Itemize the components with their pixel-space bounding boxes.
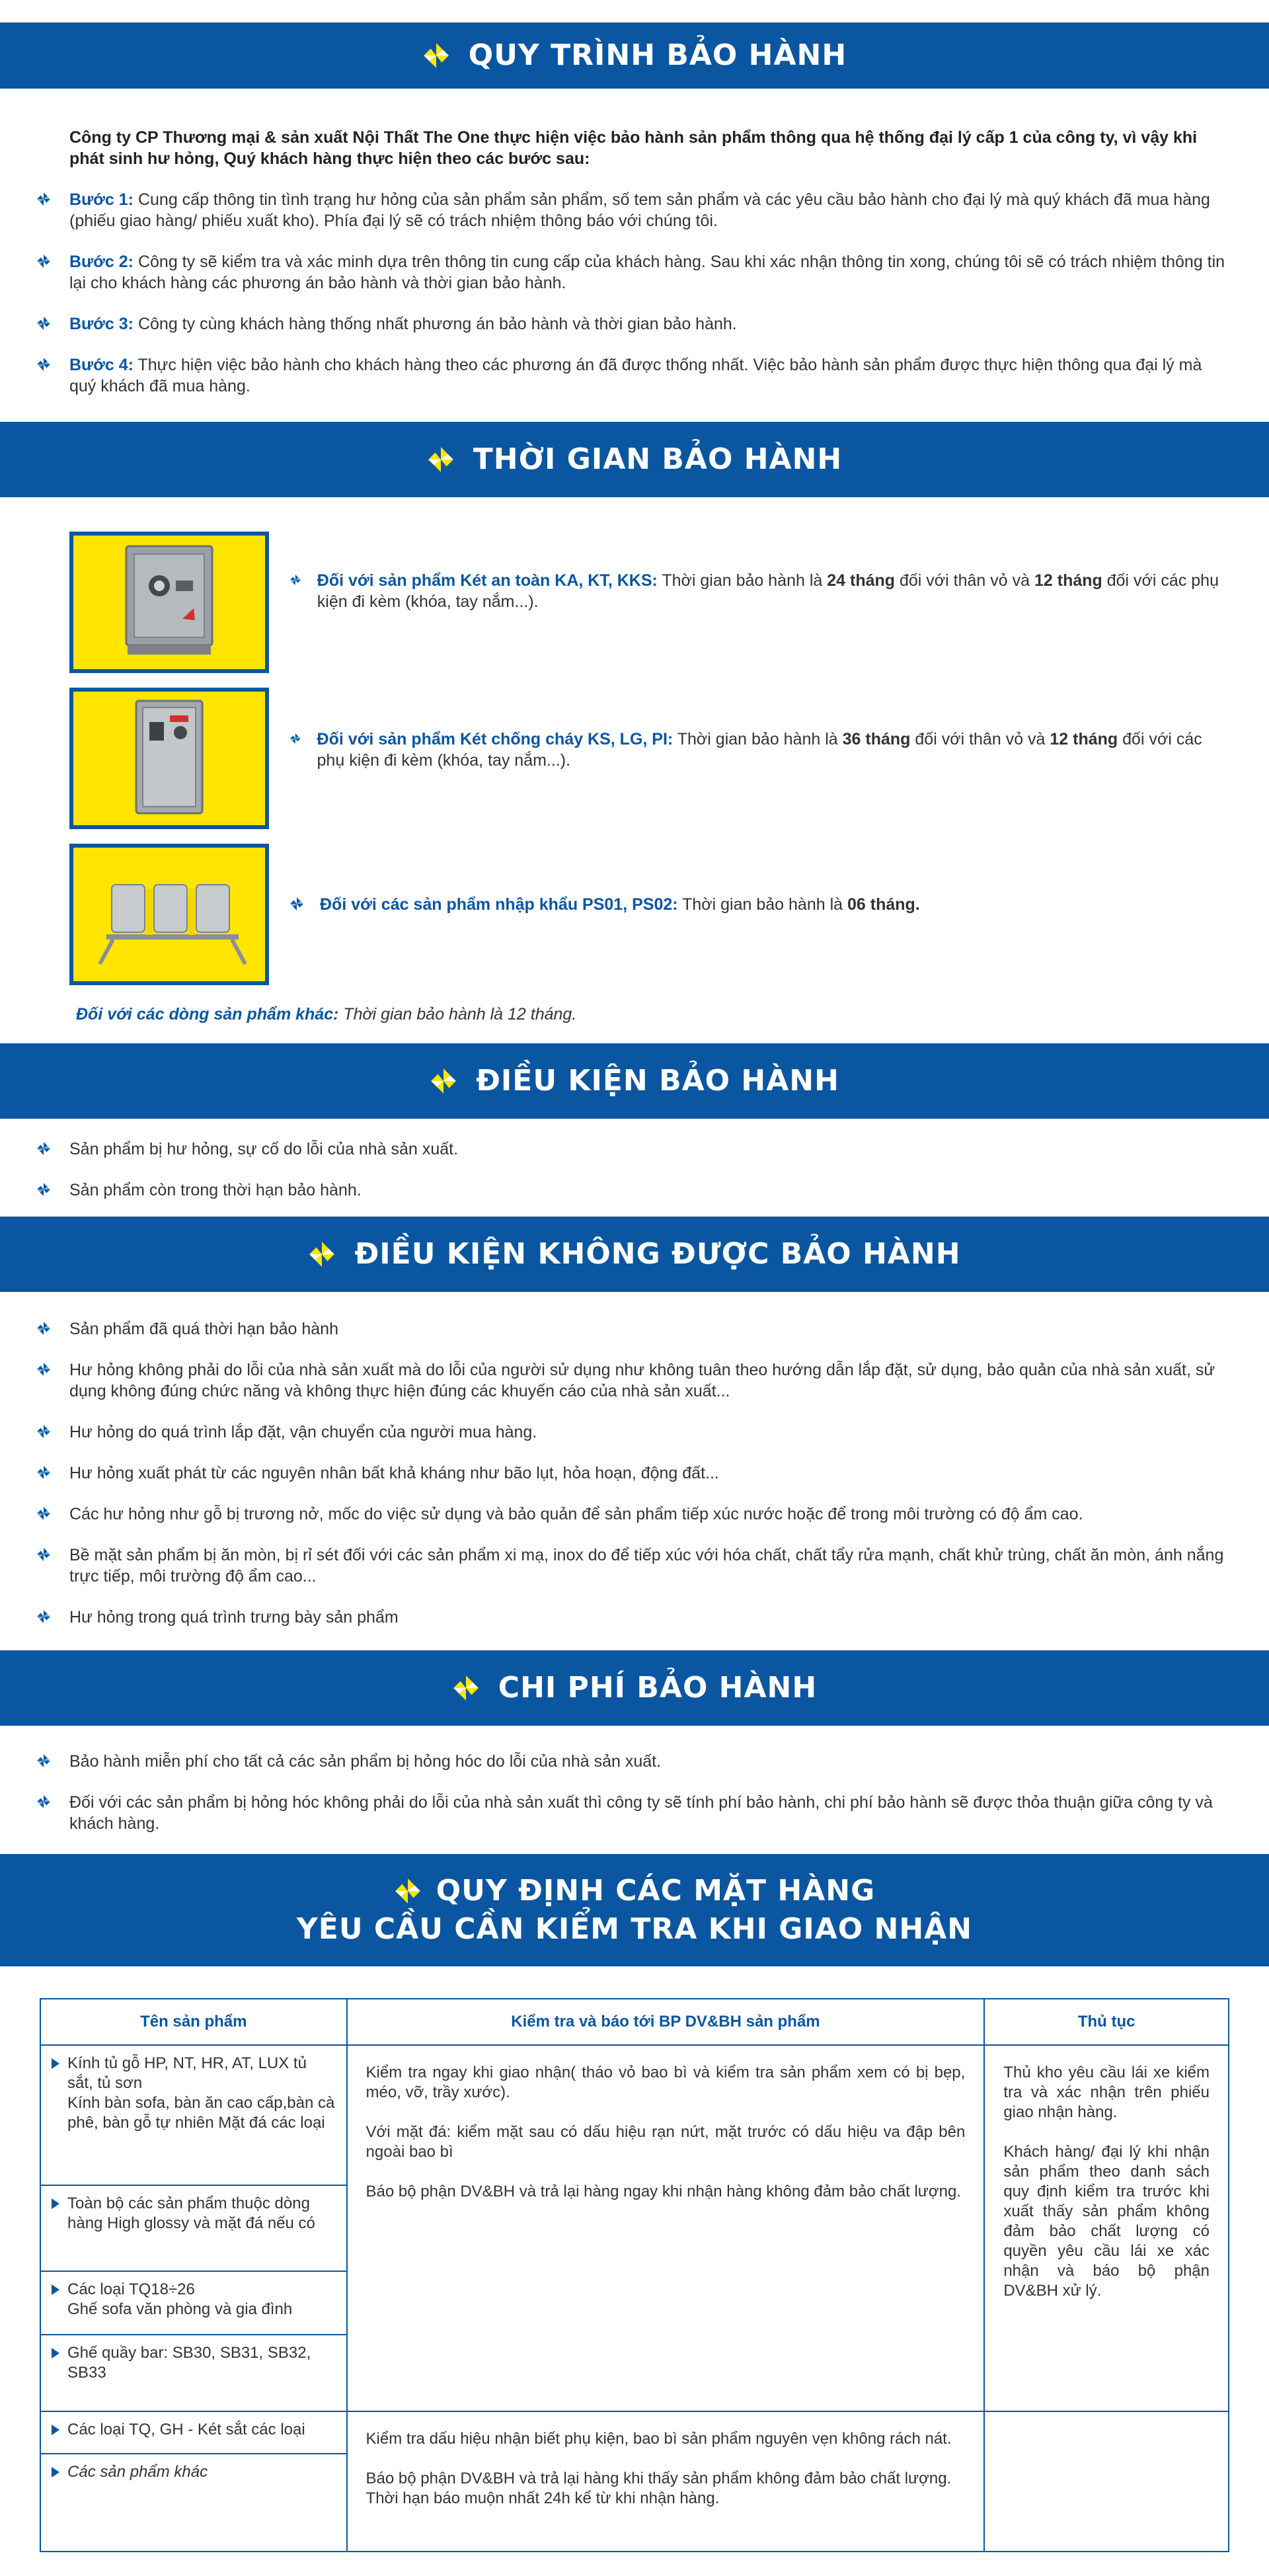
- list-item: Hư hỏng không phải do lỗi của nhà sản xuất mà do lỗi của người sử dụng như không tuân theo hướng dẫn lắp đặt, sử dụng, bảo quản của nhà sản xuất, sử dụng không đúng chức năng và không thực hiện đúng các khuyến cáo của nhà sản xuất...: [36, 1359, 1233, 1402]
- pinwheel-bullet-icon: [289, 897, 304, 911]
- pinwheel-icon: [308, 1240, 336, 1268]
- section-header-rules: [0, 1854, 1269, 1966]
- pinwheel-bullet-icon: [36, 1424, 51, 1439]
- section-title: THỜI GIAN BẢO HÀNH: [473, 442, 843, 476]
- list-item: Bề mặt sản phẩm bị ăn mòn, bị rỉ sét đối với các sản phẩm xi mạ, inox do để tiếp xúc với hóa chất, chất tẩy rửa mạnh, chất khử trùng, chất ăn mòn, ánh nắng trực tiếp, môi trường độ ẩm cao...: [36, 1545, 1233, 1587]
- product-item: Kính tủ gỗ HP, NT, HR, AT, LUX tủ sắt, tủ sơn Kính bàn sofa, bàn ăn cao cấp,bàn cà phê, bàn gỗ tự nhiên Mặt đá các loại: [41, 2046, 346, 2186]
- warranty-period-item: Đối với các sản phẩm nhập khẩu PS01, PS02: Thời gian bảo hành là 06 tháng.: [289, 894, 1228, 915]
- list-item: Đối với các sản phẩm bị hỏng hóc không phải do lỗi của nhà sản xuất thì công ty sẽ tính phí bảo hành, chi phí bảo hành sẽ được thỏa thuận giữa công ty và khách hàng.: [36, 1792, 1233, 1834]
- section-title: QUY TRÌNH BẢO HÀNH: [468, 38, 847, 72]
- process-step: Bước 4: Thực hiện việc bảo hành cho khách hàng theo các phương án đã được thống nhất. Việc bảo hành sản phẩm được thực hiện thông qua đại lý mà quý khách đã mua hàng.: [36, 354, 1233, 397]
- list-item: Sản phẩm còn trong thời hạn bảo hành.: [36, 1180, 1233, 1201]
- pinwheel-bullet-icon: [36, 1753, 51, 1768]
- procedure-cell: Thủ kho yêu cầu lái xe kiểm tra và xác nhận trên phiếu giao nhận hàng. Khách hàng/ đại lý khi nhận sản phẩm theo danh sách quy định kiểm tra trước khi xuất thấy sản phẩm không đảm bảo chất lượng có quyền yêu cầu lái xe xác nhận và báo bộ phận DV&BH xử lý.: [984, 2045, 1229, 2411]
- table-header-row: [40, 1999, 1229, 2045]
- check-instructions: Kiểm tra dấu hiệu nhận biết phụ kiện, bao bì sản phẩm nguyên vẹn không rách nát. Báo bộ phận DV&BH và trả lại hàng khi thấy sản phẩm không đảm bảo chất lượng. Thời hạn báo muộn nhất 24h kể từ khi nhận hàng.: [347, 2411, 985, 2552]
- pinwheel-icon: [394, 1877, 422, 1905]
- list-item: Hư hỏng xuất phát từ các nguyên nhân bất khả kháng như bão lụt, hỏa hoạn, động đất...: [36, 1463, 1233, 1484]
- triangle-bullet-icon: [52, 2058, 59, 2069]
- list-item: Sản phẩm bị hư hỏng, sự cố do lỗi của nhà sản xuất.: [36, 1139, 1233, 1160]
- process-step: Bước 3: Công ty cùng khách hàng thống nhất phương án bảo hành và thời gian bảo hành.: [36, 313, 1233, 335]
- procedure-cell-empty: [984, 2411, 1229, 2552]
- process-intro: Công ty CP Thương mại & sản xuất Nội Thất The One thực hiện việc bảo hành sản phẩm thông qua hệ thống đại lý cấp 1 của công ty, vì vậy khi phát sinh hư hỏng, Quý khách hàng thực hiện theo các bước sau:: [69, 128, 1198, 168]
- pinwheel-bullet-icon: [36, 1321, 51, 1336]
- pinwheel-bullet-icon: [36, 1182, 51, 1197]
- pinwheel-bullet-icon: [36, 1465, 51, 1480]
- inspection-table: [40, 1998, 1229, 2552]
- section-header-not-covered: [0, 1217, 1269, 1292]
- pinwheel-bullet-icon: [36, 1141, 51, 1156]
- list-item: Hư hỏng trong quá trình trưng bày sản phẩm: [36, 1607, 1233, 1628]
- pinwheel-bullet-icon: [36, 192, 51, 206]
- warranty-period-item: Đối với sản phẩm Két chống cháy KS, LG, PI: Thời gian bảo hành là 36 tháng đối với thân vỏ và 12 tháng đối với các phụ kiện đi kèm (khóa, tay nắm...).: [289, 729, 1228, 771]
- list-item: Bảo hành miễn phí cho tất cả các sản phẩm bị hỏng hóc do lỗi của nhà sản xuất.: [36, 1751, 1233, 1772]
- list-item: Hư hỏng do quá trình lắp đặt, vận chuyển của người mua hàng.: [36, 1422, 1233, 1443]
- product-item: Toàn bộ các sản phẩm thuộc dòng hàng High glossy và mặt đá nếu có: [41, 2186, 346, 2272]
- warranty-period-item: Đối với sản phẩm Két an toàn KA, KT, KKS: Thời gian bảo hành là 24 tháng đối với thân vỏ và 12 tháng đối với các phụ kiện đi kèm (khóa, tay nắm...).: [289, 570, 1228, 612]
- check-instructions: Kiểm tra ngay khi giao nhận( tháo vỏ bao bì và kiểm tra sản phẩm xem có bị bẹp, méo, vỡ, trầy xước). Với mặt đá: kiểm mặt sau có dấu hiệu rạn nứt, mặt trước có dấu hiệu va đập bên ngoài bao bì Báo bộ phận DV&BH và trả lại hàng ngay khi nhận hàng không đảm bảo chất lượng.: [347, 2045, 985, 2411]
- product-image-airport-chair: [69, 844, 269, 985]
- pinwheel-bullet-icon: [289, 573, 301, 587]
- pinwheel-bullet-icon: [36, 254, 51, 268]
- section-title: CHI PHÍ BẢO HÀNH: [498, 1671, 818, 1705]
- pinwheel-bullet-icon: [36, 1506, 51, 1521]
- pinwheel-bullet-icon: [36, 316, 51, 331]
- pinwheel-icon: [430, 1067, 457, 1095]
- section-title: ĐIỀU KIỆN BẢO HÀNH: [476, 1064, 839, 1098]
- product-item: Các loại TQ, GH - Két sắt các loại: [41, 2412, 346, 2454]
- pinwheel-bullet-icon: [36, 1547, 51, 1562]
- column-header: Thủ tục: [984, 1999, 1229, 2045]
- other-products-note: Đối với các dòng sản phẩm khác: Thời gian bảo hành là 12 tháng.: [76, 1005, 577, 1024]
- section-header-period: [0, 422, 1269, 497]
- pinwheel-bullet-icon: [36, 1609, 51, 1624]
- section-header-cost: [0, 1650, 1269, 1726]
- product-item: Các sản phẩm khác: [41, 2454, 346, 2490]
- product-image-fireproof-safe: [69, 688, 269, 829]
- list-item: Sản phẩm đã quá thời hạn bảo hành: [36, 1318, 1233, 1340]
- pinwheel-bullet-icon: [36, 1794, 51, 1809]
- airport-chair-image: [87, 858, 252, 971]
- section-title-line1: QUY ĐỊNH CÁC MẶT HÀNG: [436, 1874, 876, 1908]
- list-item: Các hư hỏng như gỗ bị trương nở, mốc do việc sử dụng và bảo quản để sản phẩm tiếp xúc nước hoặc để trong môi trường có độ ẩm cao.: [36, 1504, 1233, 1525]
- section-header-conditions: [0, 1043, 1269, 1119]
- section-title-line2: YÊU CẦU CẦN KIỂM TRA KHI GIAO NHẬN: [296, 1912, 973, 1946]
- triangle-bullet-icon: [52, 2198, 59, 2209]
- process-step: Bước 2: Công ty sẽ kiểm tra và xác minh dựa trên thông tin cung cấp của khách hàng. Sau khi xác nhận thông tin xong, chúng tôi sẽ có trách nhiệm thông tin lại cho khách hàng các phương án bảo hành và thời gian bảo hành.: [36, 251, 1233, 294]
- pinwheel-bullet-icon: [36, 1362, 51, 1377]
- pinwheel-icon: [422, 42, 450, 69]
- triangle-bullet-icon: [52, 2467, 59, 2477]
- pinwheel-icon: [452, 1674, 480, 1702]
- section-title: ĐIỀU KIỆN KHÔNG ĐƯỢC BẢO HÀNH: [354, 1237, 961, 1271]
- safe-image: [113, 540, 225, 665]
- triangle-bullet-icon: [52, 2348, 59, 2358]
- pinwheel-bullet-icon: [289, 731, 301, 746]
- table-row: [40, 2411, 1229, 2552]
- process-step: Bước 1: Cung cấp thông tin tình trạng hư hỏng của sản phẩm sản phẩm, số tem sản phẩm và các yêu cầu bảo hành cho đại lý mà quý khách đã mua hàng (phiếu giao hàng/ phiếu xuất kho). Phía đại lý sẽ có trách nhiệm thông báo với chúng tôi.: [36, 189, 1233, 231]
- triangle-bullet-icon: [52, 2284, 59, 2295]
- column-header: Kiểm tra và báo tới BP DV&BH sản phẩm: [347, 1999, 985, 2045]
- pinwheel-icon: [427, 446, 455, 473]
- triangle-bullet-icon: [52, 2425, 59, 2435]
- table-row: [40, 2045, 1229, 2411]
- fireproof-safe-image: [120, 696, 219, 821]
- pinwheel-bullet-icon: [36, 357, 51, 372]
- product-item: Các loại TQ18÷26 Ghế sofa văn phòng và gia đình: [41, 2272, 346, 2335]
- product-image-safe: [69, 532, 269, 673]
- product-item: Ghế quầy bar: SB30, SB31, SB32, SB33: [41, 2335, 346, 2411]
- section-header-process: [0, 22, 1269, 89]
- column-header: Tên sản phẩm: [40, 1999, 347, 2045]
